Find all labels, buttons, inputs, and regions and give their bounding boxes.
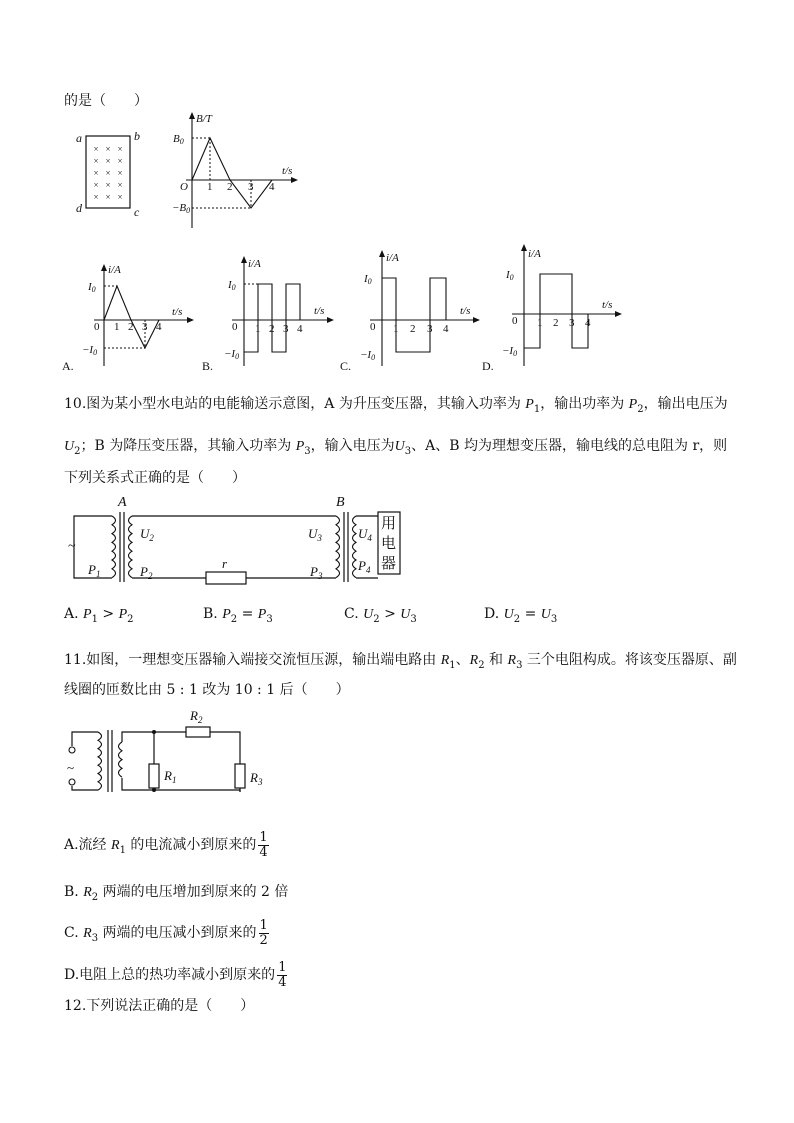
- fraction: $\frac{1}{4}$: [259, 829, 268, 860]
- svg-text:i/A: i/A: [386, 252, 399, 264]
- svg-text:×: ×: [105, 168, 111, 178]
- svg-text:3: 3: [248, 181, 254, 193]
- svg-text:t/s: t/s: [460, 305, 471, 317]
- svg-text:4: 4: [297, 323, 303, 335]
- fraction: $\frac{1}{4}$: [278, 959, 287, 990]
- svg-text:1: 1: [393, 323, 399, 335]
- q10-option-b: B. $P_2 = P_3$: [203, 606, 273, 625]
- svg-text:0: 0: [94, 321, 100, 333]
- q9-bt-graph: [172, 110, 302, 234]
- svg-text:t/s: t/s: [172, 306, 183, 318]
- q12-stem: 12.下列说法正确的是（ ）: [64, 998, 255, 1014]
- q11-option-a: A.流经 $R_1$ 的电流减小到原来的 $\frac{1}{4}$: [64, 829, 268, 860]
- svg-text:1: 1: [114, 321, 120, 333]
- svg-text:P1: $P_1$: [88, 562, 101, 579]
- svg-text:0: 0: [512, 315, 518, 327]
- q9-option-a-graph: [62, 262, 202, 374]
- svg-text:−I0: −I0: [360, 349, 376, 362]
- svg-text:B/T: B/T: [196, 113, 212, 125]
- q11-stem-line2: 线圈的匝数比由 5 : 1 改为 10 : 1 后（ ）: [64, 682, 350, 698]
- resistor-r2: [186, 727, 210, 737]
- label-c: c: [134, 205, 140, 219]
- q11-option-b: B. $R_2$ 两端的电压增加到原来的 2 倍: [64, 884, 289, 903]
- svg-text:I0: I0: [364, 273, 372, 286]
- label-a: a: [76, 131, 82, 145]
- svg-text:t/s: t/s: [282, 165, 293, 177]
- svg-text:×: ×: [105, 144, 111, 154]
- svg-text:2: 2: [128, 321, 134, 333]
- option-letter: A.: [62, 359, 74, 373]
- q10-stem-line1: 10.图为某小型水电站的电能输送示意图，A 为升压变压器，其输入功率为 $P_1$，输出功率为 $P_2$，输出电压为: [64, 396, 728, 415]
- q11-circuit-diagram: [64, 702, 264, 802]
- svg-text:~: ~: [68, 539, 76, 554]
- q11-option-c: C. $R_3$ 两端的电压减小到原来的 $\frac{1}{2}$: [64, 917, 268, 948]
- svg-text:×: ×: [105, 180, 111, 190]
- svg-text:R2: $R_2$: [190, 708, 203, 725]
- svg-text:×: ×: [117, 168, 123, 178]
- q9-coil-figure: [70, 128, 160, 220]
- q10-stem-line3: 下列关系式正确的是（ ）: [64, 470, 246, 486]
- q10-option-c: C. $U_2 > U_3$: [344, 606, 417, 625]
- svg-text:×: ×: [93, 192, 99, 202]
- svg-text:1: 1: [255, 323, 261, 335]
- svg-text:I0: I0: [506, 269, 514, 282]
- svg-text:0: 0: [232, 321, 238, 333]
- svg-text:O: O: [180, 181, 188, 193]
- q10-stem-line2: $U_2$；B 为降压变压器，其输入功率为 $P_3$，输入电压为$U_3$、A、B 均为理想变压器，输电线的总电阻为 r，则: [64, 438, 728, 457]
- option-letter: B.: [202, 359, 214, 373]
- svg-text:i/A: i/A: [248, 258, 261, 270]
- line-resistor-r: [206, 572, 246, 584]
- svg-text:×: ×: [117, 192, 123, 202]
- svg-text:×: ×: [105, 156, 111, 166]
- magnetic-field-crosses: [93, 144, 122, 202]
- option-letter: C.: [340, 359, 352, 373]
- svg-text:4: 4: [269, 181, 275, 193]
- q10-option-a: A. $P_1 > P_2$: [64, 606, 134, 625]
- svg-text:P2: $P_2$: [140, 564, 153, 581]
- q10-option-d: D. $U_2 = U_3$: [484, 606, 558, 625]
- q9-option-d-graph: [480, 242, 630, 374]
- svg-text:3: 3: [283, 323, 289, 335]
- svg-text:i/A: i/A: [108, 264, 121, 276]
- svg-text:I0: I0: [228, 279, 236, 292]
- svg-text:U4: $U_4$: [358, 526, 372, 543]
- svg-text:R3: $R_3$: [250, 770, 263, 787]
- svg-text:4: 4: [443, 323, 449, 335]
- svg-text:×: ×: [93, 144, 99, 154]
- svg-text:R1: $R_1$: [164, 768, 177, 785]
- q9-option-b-graph: [200, 254, 340, 374]
- svg-text:B0: B0: [173, 133, 184, 146]
- svg-text:4: 4: [156, 321, 162, 333]
- svg-text:2: 2: [553, 317, 559, 329]
- svg-text:B: B: [336, 495, 345, 510]
- svg-text:×: ×: [117, 144, 123, 154]
- svg-text:t/s: t/s: [602, 299, 613, 311]
- svg-text:r: r: [222, 556, 228, 571]
- svg-text:P3: $P_3$: [310, 564, 323, 581]
- svg-text:P4: $P_4$: [358, 558, 371, 575]
- resistor-r1: [149, 764, 159, 788]
- q11-stem-line1: 11.如图，一理想变压器输入端接交流恒压源，输出端电路由 $R_1$、$R_2$ 和 $R_3$ 三个电阻构成。将该变压器原、副: [64, 652, 737, 671]
- svg-text:×: ×: [117, 180, 123, 190]
- q11-option-d: D.电阻上总的热功率减小到原来的 $\frac{1}{4}$: [64, 959, 287, 990]
- svg-text:3: 3: [427, 323, 433, 335]
- resistor-r3: [235, 764, 245, 788]
- svg-text:4: 4: [585, 317, 591, 329]
- q10-transmission-diagram: [64, 490, 414, 594]
- svg-text:×: ×: [117, 156, 123, 166]
- svg-text:器: 器: [381, 554, 397, 572]
- svg-text:U3: $U_3$: [308, 526, 322, 543]
- q9-stem-tail: 的是（ ）: [64, 93, 148, 109]
- label-b: b: [134, 129, 140, 143]
- label-d: d: [76, 201, 82, 215]
- q9-option-c-graph: [338, 248, 488, 374]
- svg-text:2: 2: [410, 323, 416, 335]
- svg-text:U2: $U_2$: [140, 526, 154, 543]
- option-letter: D.: [482, 359, 494, 373]
- svg-text:A: A: [118, 495, 127, 510]
- svg-text:×: ×: [93, 180, 99, 190]
- svg-text:i/A: i/A: [528, 248, 541, 260]
- svg-text:×: ×: [105, 192, 111, 202]
- svg-text:t/s: t/s: [314, 305, 325, 317]
- svg-text:3: 3: [569, 317, 575, 329]
- svg-text:−B0: −B0: [172, 202, 191, 215]
- svg-text:×: ×: [93, 168, 99, 178]
- svg-text:1: 1: [537, 317, 543, 329]
- svg-text:2: 2: [269, 323, 275, 335]
- svg-text:~: ~: [67, 760, 75, 775]
- svg-text:电: 电: [381, 534, 397, 552]
- svg-text:3: 3: [142, 321, 148, 333]
- svg-text:−I0: −I0: [224, 348, 240, 361]
- svg-text:−I0: −I0: [502, 345, 518, 358]
- svg-text:−I0: −I0: [82, 344, 98, 357]
- fraction: $\frac{1}{2}$: [259, 917, 268, 948]
- svg-text:I0: I0: [88, 281, 96, 294]
- svg-text:×: ×: [93, 156, 99, 166]
- svg-text:1: 1: [207, 181, 213, 193]
- svg-text:用: 用: [381, 514, 397, 532]
- svg-text:0: 0: [370, 321, 376, 333]
- svg-text:2: 2: [227, 181, 233, 193]
